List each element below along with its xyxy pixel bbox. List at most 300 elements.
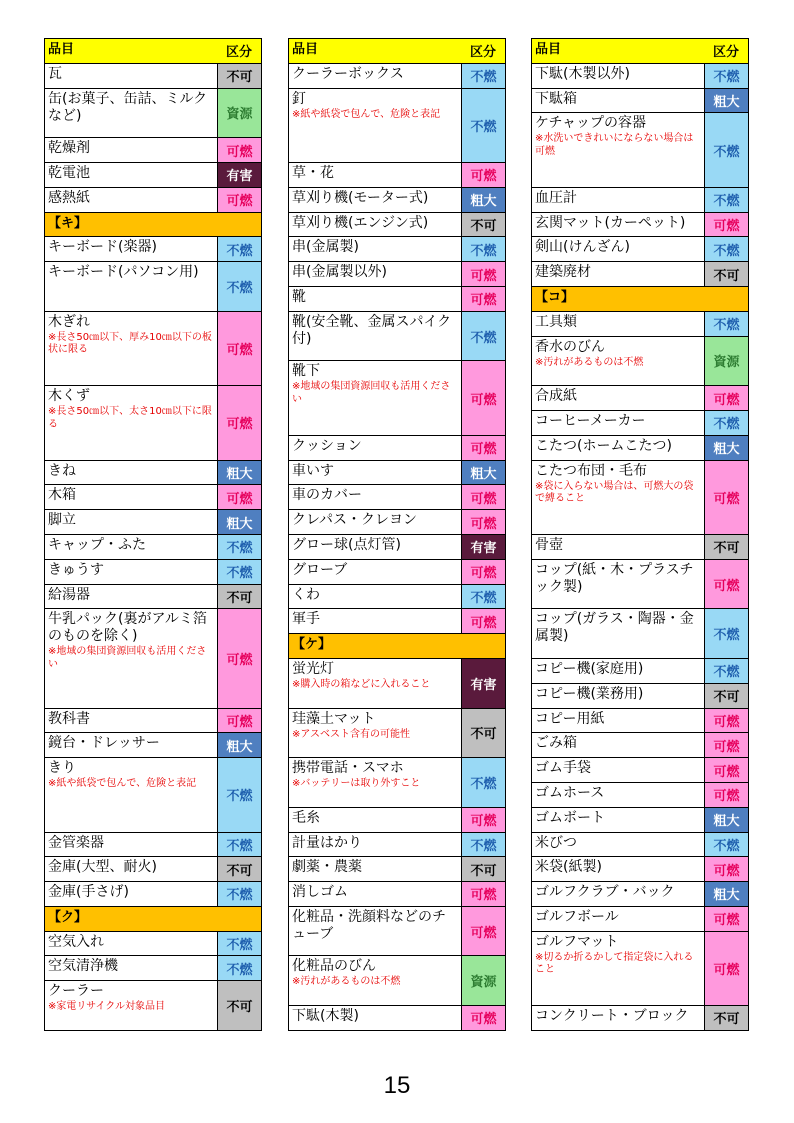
category-badge: 可燃 — [461, 808, 505, 832]
item-name — [532, 262, 704, 286]
item-name-text: クッション — [292, 437, 362, 454]
item-name — [532, 659, 704, 683]
item-name — [289, 535, 461, 559]
item-name-text: 靴(安全靴、金属スパイク付) — [292, 313, 452, 347]
item-name-text: 剣山(けんざん) — [535, 239, 630, 256]
table-column-1 — [44, 38, 262, 1031]
table-row — [289, 907, 506, 957]
table-row — [532, 758, 749, 783]
item-name — [532, 461, 704, 534]
table-row — [289, 882, 506, 907]
item-name — [45, 758, 217, 831]
category-badge: 粗大 — [217, 733, 261, 757]
item-name — [289, 609, 461, 633]
item-name-text: コップ(紙・木・プラスチック製) — [535, 561, 694, 595]
table-row — [45, 709, 262, 734]
category-badge: 不可 — [217, 585, 261, 609]
section-heading — [289, 634, 506, 659]
table-row — [289, 1006, 506, 1031]
item-name — [289, 709, 461, 758]
item-name — [532, 337, 704, 386]
table-row — [532, 560, 749, 610]
category-badge: 不可 — [704, 262, 748, 286]
table-row — [45, 609, 262, 708]
item-name-text: 蛍光灯 — [292, 660, 334, 677]
category-badge: 可燃 — [461, 510, 505, 534]
category-badge: 不燃 — [461, 237, 505, 261]
table-row — [289, 510, 506, 535]
item-name — [532, 1006, 704, 1030]
item-name-text: グロー球(点灯管) — [292, 536, 401, 553]
category-badge: 不燃 — [461, 585, 505, 609]
item-name — [532, 188, 704, 212]
item-name-text: クーラーボックス — [292, 65, 404, 82]
item-name — [532, 213, 704, 237]
item-note: ※バッテリーは取り外すこと — [292, 778, 421, 790]
item-name — [532, 733, 704, 757]
item-name-text: 草刈り機(エンジン式) — [292, 214, 429, 231]
table-row — [532, 237, 749, 262]
table-row — [45, 758, 262, 832]
table-row — [532, 857, 749, 882]
item-name-text: 金庫(大型、耐火) — [48, 859, 157, 876]
table-header-row — [289, 39, 506, 64]
section-heading-fill — [704, 287, 748, 311]
item-name — [289, 485, 461, 509]
item-note: ※紙や紙袋で包んで、危険と表記 — [292, 108, 441, 120]
category-badge: 可燃 — [461, 907, 505, 956]
item-name-text: 牛乳パック(裏がアルミ箔のものを除く) — [48, 611, 207, 645]
item-name-text: 軍手 — [292, 611, 320, 628]
table-row — [532, 932, 749, 1006]
category-badge: 不燃 — [217, 237, 261, 261]
category-badge: 粗大 — [704, 808, 748, 832]
item-name-text: 米びつ — [535, 834, 577, 851]
item-name — [532, 411, 704, 435]
table-row — [45, 485, 262, 510]
item-name — [45, 857, 217, 881]
item-name — [45, 932, 217, 956]
category-badge: 不燃 — [461, 89, 505, 162]
item-name-text: 下駄箱 — [535, 90, 577, 107]
item-name — [289, 659, 461, 708]
table-row — [289, 312, 506, 362]
item-name-text: 毛糸 — [292, 809, 320, 826]
table-row — [289, 535, 506, 560]
section-heading-label: 【コ】 — [535, 289, 575, 305]
category-badge: 粗大 — [217, 510, 261, 534]
item-name — [45, 485, 217, 509]
category-badge: 可燃 — [461, 485, 505, 509]
item-name — [45, 312, 217, 385]
category-badge: 不燃 — [217, 262, 261, 311]
table-row — [532, 907, 749, 932]
category-badge: 不可 — [217, 857, 261, 881]
item-name — [532, 113, 704, 186]
item-name-text: 車のカバー — [292, 487, 362, 504]
item-name-text: 骨壺 — [535, 536, 563, 553]
item-name-text: コピー機(業務用) — [535, 685, 644, 702]
item-name — [532, 609, 704, 658]
item-name-text: 下駄(木製) — [292, 1008, 359, 1025]
item-name-text: きり — [48, 760, 76, 777]
item-name — [289, 312, 461, 361]
header-item-label: 品目 — [48, 42, 75, 57]
category-badge: 不燃 — [461, 312, 505, 361]
category-badge: 可燃 — [461, 882, 505, 906]
table-row — [289, 237, 506, 262]
item-name-text: クレパス・クレヨン — [292, 512, 418, 529]
item-name — [289, 585, 461, 609]
item-name — [45, 89, 217, 138]
page-number: 15 — [383, 1072, 411, 1099]
item-name — [45, 585, 217, 609]
item-name-text: 劇薬・農薬 — [292, 859, 362, 876]
item-name — [45, 386, 217, 459]
item-name-text: 空気清浄機 — [48, 958, 118, 975]
table-row — [532, 64, 749, 89]
item-note: ※長さ50㎝以下、太さ10㎝以下に限る — [48, 406, 212, 430]
table-row — [289, 287, 506, 312]
item-note: ※紙や紙袋で包んで、危険と表記 — [48, 778, 197, 790]
item-name-text: 珪藻土マット — [292, 710, 376, 727]
table-row — [532, 684, 749, 709]
table-row — [45, 237, 262, 262]
section-heading-fill — [461, 634, 505, 658]
category-badge: 可燃 — [217, 386, 261, 459]
item-name — [289, 262, 461, 286]
table-row — [289, 560, 506, 585]
item-note: ※水洗いできれいにならない場合は可燃 — [535, 133, 694, 157]
item-name-text: 瓦 — [48, 65, 62, 82]
table-row — [45, 163, 262, 188]
table-row — [289, 461, 506, 486]
table-row — [532, 783, 749, 808]
item-name — [289, 857, 461, 881]
table-row — [289, 262, 506, 287]
category-badge: 可燃 — [704, 758, 748, 782]
table-row — [532, 262, 749, 287]
item-name-text: 木ぎれ — [48, 313, 90, 330]
category-badge: 可燃 — [704, 733, 748, 757]
category-badge: 可燃 — [704, 461, 748, 534]
table-header-row — [532, 39, 749, 64]
item-name-text: きゅうす — [48, 561, 104, 578]
category-badge: 粗大 — [461, 188, 505, 212]
category-badge: 資源 — [461, 956, 505, 1005]
table-row — [45, 932, 262, 957]
item-note: ※地域の集団資源回収も活用ください — [292, 381, 451, 405]
table-column-3 — [531, 38, 749, 1031]
item-name — [532, 237, 704, 261]
category-badge: 可燃 — [217, 709, 261, 733]
table-row — [45, 535, 262, 560]
item-name-text: ゴムホース — [535, 784, 605, 801]
table-row — [532, 709, 749, 734]
table-row — [289, 485, 506, 510]
table-row — [45, 833, 262, 858]
item-name — [45, 956, 217, 980]
item-name — [45, 188, 217, 212]
category-badge: 可燃 — [461, 163, 505, 187]
table-row — [45, 510, 262, 535]
item-name-text: 工具類 — [535, 313, 577, 330]
item-name-text: ケチャップの容器 — [535, 115, 647, 132]
table-row — [532, 659, 749, 684]
header-category-label: 区分 — [704, 39, 748, 63]
item-name — [532, 808, 704, 832]
category-badge: 可燃 — [704, 560, 748, 609]
item-name — [289, 188, 461, 212]
item-name — [532, 758, 704, 782]
table-row — [532, 312, 749, 337]
category-badge: 可燃 — [704, 857, 748, 881]
category-badge: 有害 — [217, 163, 261, 187]
item-name — [532, 932, 704, 1005]
item-name-text: ゴム手袋 — [535, 760, 591, 777]
table-row — [289, 213, 506, 238]
item-name-text: こたつ布団・毛布 — [535, 462, 647, 479]
category-badge: 粗大 — [704, 436, 748, 460]
item-name — [532, 684, 704, 708]
category-badge: 可燃 — [461, 361, 505, 434]
item-name — [289, 833, 461, 857]
category-badge: 不可 — [704, 1006, 748, 1030]
item-name-text: 血圧計 — [535, 189, 577, 206]
item-name-text: 木くず — [48, 388, 90, 405]
item-name-text: コップ(ガラス・陶器・金属製) — [535, 611, 694, 645]
table-row — [289, 857, 506, 882]
category-badge: 不燃 — [704, 609, 748, 658]
table-row — [532, 113, 749, 187]
item-name-text: 感熱紙 — [48, 189, 90, 206]
item-name-text: キャップ・ふた — [48, 536, 146, 553]
item-name — [289, 808, 461, 832]
category-badge: 不燃 — [217, 956, 261, 980]
table-row — [289, 956, 506, 1006]
item-name-text: ゴルフマット — [535, 933, 619, 950]
item-name — [289, 560, 461, 584]
table-row — [532, 188, 749, 213]
item-name-text: ごみ箱 — [535, 735, 577, 752]
item-name-text: コピー機(家庭用) — [535, 660, 644, 677]
section-heading-label: 【キ】 — [48, 215, 88, 231]
item-name — [45, 981, 217, 1030]
item-name — [289, 287, 461, 311]
header-category-label: 区分 — [461, 39, 505, 63]
category-badge: 可燃 — [461, 560, 505, 584]
item-name-text: 乾電池 — [48, 164, 90, 181]
table-row — [289, 609, 506, 634]
item-name-text: 草刈り機(モーター式) — [292, 189, 429, 206]
item-name-text: 教科書 — [48, 710, 90, 727]
category-badge: 有害 — [461, 659, 505, 708]
category-badge: 可燃 — [704, 213, 748, 237]
category-badge: 不燃 — [217, 758, 261, 831]
section-heading-label: 【ケ】 — [292, 637, 332, 653]
item-name — [532, 312, 704, 336]
section-heading — [45, 213, 262, 238]
table-row — [45, 981, 262, 1031]
category-badge: 不燃 — [704, 659, 748, 683]
item-name — [532, 89, 704, 113]
category-badge: 不燃 — [217, 932, 261, 956]
item-name-text: 靴 — [292, 288, 306, 305]
item-name — [45, 64, 217, 88]
item-name-text: グローブ — [292, 561, 348, 578]
category-badge: 不可 — [461, 709, 505, 758]
category-badge: 可燃 — [217, 485, 261, 509]
item-name-text: 化粧品のびん — [292, 958, 376, 975]
category-badge: 可燃 — [704, 932, 748, 1005]
item-name-text: 串(金属製) — [292, 239, 359, 256]
category-badge: 不可 — [704, 535, 748, 559]
table-row — [289, 758, 506, 808]
item-name-text: きね — [48, 462, 76, 479]
table-row — [45, 262, 262, 312]
item-name-text: 金管楽器 — [48, 834, 104, 851]
category-badge: 不燃 — [704, 833, 748, 857]
category-badge: 不燃 — [461, 64, 505, 88]
category-badge: 不燃 — [461, 833, 505, 857]
item-name-text: 化粧品・洗顔料などのチューブ — [292, 908, 446, 942]
item-name — [289, 436, 461, 460]
item-name — [45, 882, 217, 906]
section-heading-fill — [217, 213, 261, 237]
category-badge: 資源 — [217, 89, 261, 138]
item-name — [289, 956, 461, 1005]
category-badge: 不可 — [217, 64, 261, 88]
item-name — [289, 237, 461, 261]
item-name — [532, 709, 704, 733]
table-column-2 — [288, 38, 506, 1031]
item-name-text: コピー用紙 — [535, 710, 605, 727]
table-row — [45, 89, 262, 139]
item-name-text: ゴルフクラブ・バック — [535, 884, 675, 901]
table-row — [45, 733, 262, 758]
table-row — [45, 857, 262, 882]
item-name-text: 消しゴム — [292, 884, 348, 901]
item-name — [532, 64, 704, 88]
table-row — [532, 733, 749, 758]
table-row — [289, 188, 506, 213]
table-header-row — [45, 39, 262, 64]
item-name-text: キーボード(楽器) — [48, 239, 157, 256]
item-name-text: 金庫(手さげ) — [48, 884, 129, 901]
table-row — [289, 89, 506, 163]
table-row — [532, 461, 749, 535]
category-badge: 資源 — [704, 337, 748, 386]
item-name — [532, 386, 704, 410]
table-row — [532, 535, 749, 560]
section-heading-label: 【ク】 — [48, 909, 88, 925]
item-name — [45, 560, 217, 584]
category-badge: 可燃 — [704, 907, 748, 931]
table-row — [45, 585, 262, 610]
item-name — [45, 262, 217, 311]
item-name-text: クーラー — [48, 983, 104, 1000]
category-badge: 不燃 — [217, 882, 261, 906]
section-heading-fill — [217, 907, 261, 931]
category-badge: 不可 — [461, 857, 505, 881]
category-badge: 可燃 — [704, 783, 748, 807]
category-badge: 不可 — [217, 981, 261, 1030]
item-name — [289, 907, 461, 956]
item-name — [289, 361, 461, 434]
category-badge: 不燃 — [704, 411, 748, 435]
category-badge: 可燃 — [217, 188, 261, 212]
item-name — [532, 535, 704, 559]
category-badge: 不燃 — [217, 560, 261, 584]
item-note: ※家電リサイクル対象品目 — [48, 1001, 165, 1013]
item-name — [532, 833, 704, 857]
item-name-text: コーヒーメーカー — [535, 412, 646, 429]
category-badge: 可燃 — [704, 709, 748, 733]
category-badge: 不燃 — [704, 237, 748, 261]
item-name — [45, 138, 217, 162]
category-badge: 不可 — [461, 213, 505, 237]
category-badge: 有害 — [461, 535, 505, 559]
category-badge: 可燃 — [461, 609, 505, 633]
category-badge: 可燃 — [461, 1006, 505, 1030]
item-name-text: コンクリート・ブロック — [535, 1008, 689, 1025]
item-name — [45, 833, 217, 857]
item-name — [45, 163, 217, 187]
item-name-text: 木箱 — [48, 487, 76, 504]
table-row — [45, 882, 262, 907]
item-name-text: キーボード(パソコン用) — [48, 264, 199, 281]
item-note: ※アスベスト含有の可能性 — [292, 728, 410, 740]
table-row — [289, 585, 506, 610]
item-name-text: 米袋(紙製) — [535, 859, 602, 876]
item-name — [45, 535, 217, 559]
item-name — [289, 461, 461, 485]
category-badge: 粗大 — [704, 882, 748, 906]
item-name — [45, 510, 217, 534]
table-row — [532, 882, 749, 907]
category-badge: 不燃 — [461, 758, 505, 807]
table-row — [532, 609, 749, 659]
item-name — [289, 89, 461, 162]
item-note: ※購入時の箱などに入れること — [292, 678, 431, 690]
category-badge: 可燃 — [217, 609, 261, 707]
category-badge: 不燃 — [704, 312, 748, 336]
category-badge: 可燃 — [704, 386, 748, 410]
item-name — [45, 609, 217, 707]
item-name — [289, 758, 461, 807]
item-name — [289, 882, 461, 906]
item-note: ※地域の集団資源回収も活用ください — [48, 646, 207, 670]
item-name — [532, 436, 704, 460]
table-row — [45, 64, 262, 89]
item-note: ※切るか折るかして指定袋に入れること — [535, 951, 694, 976]
header-item-label: 品目 — [535, 42, 562, 57]
item-name — [532, 783, 704, 807]
item-name — [289, 510, 461, 534]
item-name-text: こたつ(ホームこたつ) — [535, 437, 672, 454]
table-row — [289, 659, 506, 709]
item-name-text: 鏡台・ドレッサー — [48, 735, 160, 752]
table-row — [289, 833, 506, 858]
item-name — [45, 461, 217, 485]
category-badge: 不可 — [704, 684, 748, 708]
item-name — [45, 733, 217, 757]
table-row — [532, 436, 749, 461]
item-name-text: くわ — [292, 586, 320, 603]
item-name — [289, 64, 461, 88]
table-row — [532, 89, 749, 114]
table-row — [532, 1006, 749, 1031]
